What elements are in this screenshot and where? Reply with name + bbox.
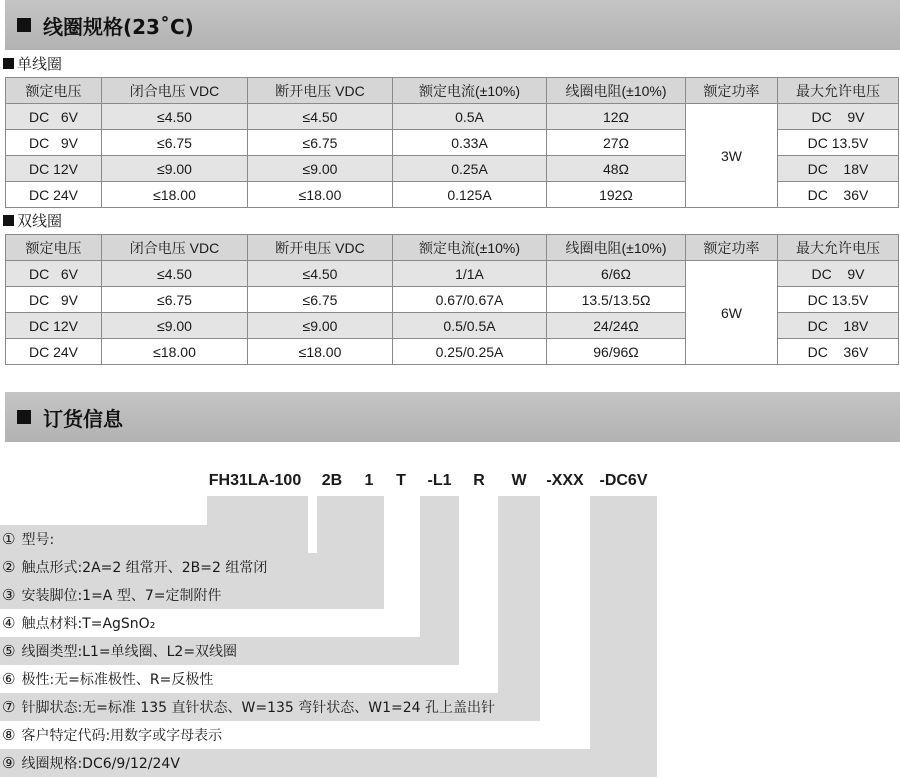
- order-item-number: ⑨: [2, 754, 16, 772]
- table-cell: 0.67/0.67A: [393, 287, 547, 313]
- column-header: 闭合电压 VDC: [102, 78, 248, 104]
- table-cell: DC 24V: [6, 182, 102, 208]
- table-cell: DC 36V: [778, 339, 899, 365]
- order-item-number: ①: [2, 530, 16, 548]
- square-bullet-icon: [17, 410, 31, 424]
- order-info-header: [5, 392, 900, 442]
- order-item-text: 型号:: [21, 532, 55, 548]
- table-cell: ≤9.00: [248, 156, 393, 182]
- order-item-text: 线圈类型:L1=单线圈、L2=双线圈: [21, 644, 238, 660]
- table-cell: ≤6.75: [248, 130, 393, 156]
- column-header: 闭合电压 VDC: [102, 235, 248, 261]
- table-cell: 6/6Ω: [547, 261, 686, 287]
- column-header: 断开电压 VDC: [248, 78, 393, 104]
- order-item-text: 触点材料:T=AgSnO₂: [21, 616, 156, 632]
- table-cell: DC 24V: [6, 339, 102, 365]
- column-header: 最大允许电压: [778, 235, 899, 261]
- column-header: 额定电压: [6, 235, 102, 261]
- single-coil-heading: [0, 54, 62, 72]
- order-item-text: 极性:无=标准极性、R=反极性: [21, 672, 214, 688]
- code-pin: W: [511, 472, 527, 489]
- table-cell: ≤9.00: [102, 156, 248, 182]
- table-cell: ≤6.75: [102, 287, 248, 313]
- table-cell: ≤9.00: [248, 313, 393, 339]
- order-item-number: ②: [2, 558, 16, 576]
- table-cell: DC 9V: [778, 261, 899, 287]
- table-cell: 27Ω: [547, 130, 686, 156]
- table-cell: 0.125A: [393, 182, 547, 208]
- table-cell: 48Ω: [547, 156, 686, 182]
- bar-pin: [498, 496, 540, 721]
- bar-model: [207, 496, 308, 553]
- code-coil-type: -L1: [427, 472, 452, 489]
- table-cell: 0.33A: [393, 130, 547, 156]
- table-cell: DC 13.5V: [778, 287, 899, 313]
- code-contact-material: T: [396, 472, 406, 489]
- table-cell: 0.5A: [393, 104, 547, 130]
- column-header: 额定功率: [686, 78, 778, 104]
- order-item-number: ⑦: [2, 698, 16, 716]
- order-item-number: ④: [2, 614, 16, 632]
- double-coil-label: 双线圈: [17, 211, 63, 230]
- coil-spec-header: [5, 0, 900, 50]
- bar-contact-form: [317, 496, 354, 581]
- bar-coil-spec: [590, 496, 657, 777]
- table-cell: DC 9V: [6, 130, 102, 156]
- order-item: [0, 609, 155, 637]
- bar-coil-type: [420, 496, 459, 665]
- square-bullet-icon: [17, 18, 31, 32]
- table-cell: ≤4.50: [248, 261, 393, 287]
- table-cell: 13.5/13.5Ω: [547, 287, 686, 313]
- table-cell: 1/1A: [393, 261, 547, 287]
- table-cell: DC 18V: [778, 313, 899, 339]
- table-row: [6, 261, 899, 287]
- column-header: 最大允许电压: [778, 78, 899, 104]
- square-bullet-icon: [3, 58, 14, 69]
- code-coil-spec: -DC6V: [599, 472, 648, 489]
- table-cell: ≤6.75: [248, 287, 393, 313]
- column-header: 断开电压 VDC: [248, 235, 393, 261]
- rated-power-cell: 3W: [686, 104, 778, 208]
- square-bullet-icon: [3, 215, 14, 226]
- order-item-number: ⑧: [2, 726, 16, 744]
- column-header: 线圈电阻(±10%): [547, 235, 686, 261]
- code-polarity: R: [473, 472, 485, 489]
- order-item-number: ③: [2, 586, 16, 604]
- table-cell: DC 18V: [778, 156, 899, 182]
- order-info-title: 订货信息: [43, 406, 123, 431]
- table-cell: 96/96Ω: [547, 339, 686, 365]
- table-cell: DC 12V: [6, 156, 102, 182]
- table-cell: 24/24Ω: [547, 313, 686, 339]
- order-item-text: 客户特定代码:用数字或字母表示: [21, 728, 223, 744]
- coil-spec-title: 线圈规格(23˚C): [43, 14, 194, 39]
- order-item-text: 线圈规格:DC6/9/12/24V: [21, 756, 180, 772]
- table-cell: DC 6V: [6, 261, 102, 287]
- table-cell: DC 9V: [778, 104, 899, 130]
- order-item: [0, 721, 222, 749]
- table-cell: ≤4.50: [102, 261, 248, 287]
- table-cell: DC 13.5V: [778, 130, 899, 156]
- column-header: 额定电压: [6, 78, 102, 104]
- table-cell: DC 9V: [6, 287, 102, 313]
- table-cell: 12Ω: [547, 104, 686, 130]
- table-cell: ≤4.50: [102, 104, 248, 130]
- code-model: FH31LA-100: [208, 472, 302, 489]
- column-header: 额定功率: [686, 235, 778, 261]
- table-cell: 0.5/0.5A: [393, 313, 547, 339]
- table-cell: DC 6V: [6, 104, 102, 130]
- table-cell: ≤18.00: [248, 182, 393, 208]
- order-item-text: 安装脚位:1=A 型、7=定制附件: [21, 588, 222, 604]
- order-item: [0, 525, 54, 553]
- single-coil-label: 单线圈: [17, 54, 63, 73]
- code-customer: -XXX: [546, 472, 584, 489]
- table-header-row: [6, 235, 899, 261]
- table-cell: DC 36V: [778, 182, 899, 208]
- order-item-number: ⑥: [2, 670, 16, 688]
- single-coil-table: [5, 77, 899, 208]
- table-cell: ≤18.00: [248, 339, 393, 365]
- order-item: [0, 637, 237, 665]
- table-cell: 192Ω: [547, 182, 686, 208]
- table-header-row: [6, 78, 899, 104]
- order-item: [0, 693, 495, 721]
- column-header: 额定电流(±10%): [393, 235, 547, 261]
- column-header: 额定电流(±10%): [393, 78, 547, 104]
- table-cell: ≤18.00: [102, 182, 248, 208]
- code-contact-form: 2B: [321, 472, 343, 489]
- table-cell: ≤4.50: [248, 104, 393, 130]
- order-item: [0, 553, 267, 581]
- table-cell: 0.25/0.25A: [393, 339, 547, 365]
- column-header: 线圈电阻(±10%): [547, 78, 686, 104]
- table-cell: ≤18.00: [102, 339, 248, 365]
- table-cell: DC 12V: [6, 313, 102, 339]
- order-item: [0, 581, 221, 609]
- order-item: [0, 749, 180, 777]
- order-item-number: ⑤: [2, 642, 16, 660]
- order-item-text: 针脚状态:无=标准 135 直针状态、W=135 弯针状态、W1=24 孔上盖出针: [21, 700, 496, 716]
- table-cell: ≤6.75: [102, 130, 248, 156]
- order-item: [0, 665, 213, 693]
- double-coil-heading: [0, 211, 62, 229]
- table-row: [6, 104, 899, 130]
- table-cell: 0.25A: [393, 156, 547, 182]
- code-mount: 1: [364, 472, 374, 489]
- rated-power-cell: 6W: [686, 261, 778, 365]
- order-item-text: 触点形式:2A=2 组常开、2B=2 组常闭: [21, 560, 268, 576]
- double-coil-table: [5, 234, 899, 365]
- table-cell: ≤9.00: [102, 313, 248, 339]
- bar-mount: [354, 496, 384, 609]
